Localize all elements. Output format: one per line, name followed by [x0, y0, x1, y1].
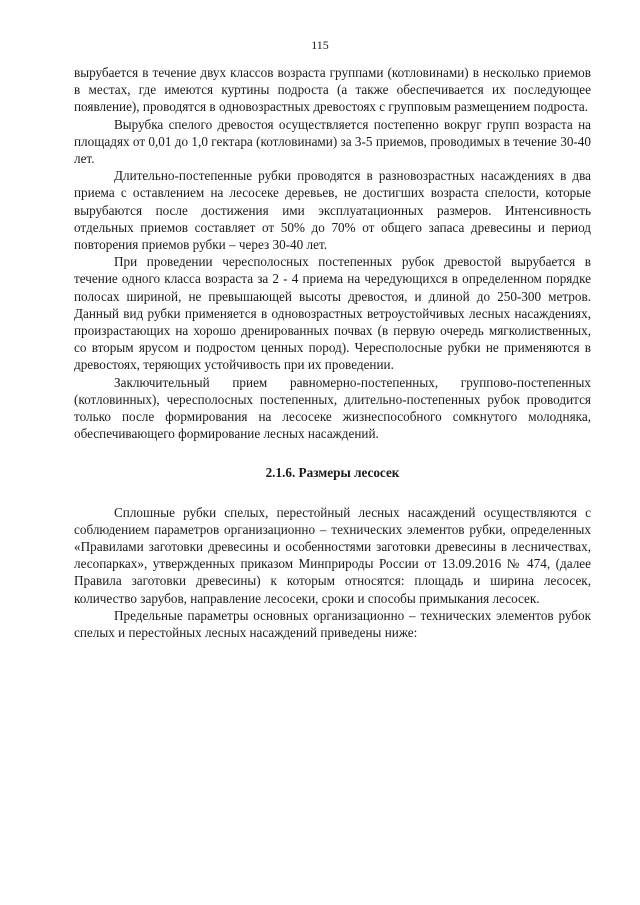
section-heading: 2.1.6. Размеры лесосек [265, 465, 400, 481]
paragraph-strip-felling: При проведении чересполосных постепенных рубок древостой вырубается в течение одного класса возраста за 2 - 4 приема на чередующихся в определенном порядке полосах шириной, не превышающей высоты древостоя, и длиной до 250-300 метров. Данный вид рубки применяется в одновозрастных ветроустойчивых лесных насаждениях, произрастающих на хорошо дренированных почвах (в первую очередь мягколиственных, со вторым ярусом и подростом ценных пород). Чересполосные рубки не применяются в древостоях, теряющих устойчивость при их проведении. [74, 254, 591, 373]
paragraph-limit-parameters: Предельные параметры основных организационно – технических элементов рубок спелых и перестойных лесных насаждений приведены ниже: [74, 607, 591, 641]
paragraph-clear-cutting: Сплошные рубки спелых, перестойный лесных насаждений осуществляются с соблюдением параметров организационно – технических элементов рубки, определенных «Правилами заготовки древесины и особенностями заготовки древесины в лесничествах, лесопарках», утвержденных приказом Минприроды России от 13.09.2016 № 474, (далее Правила заготовки древесины) к которым относятся: площадь и ширина лесосек, количество зарубов, направление лесосеки, сроки и способы примыкания лесосек. [74, 504, 591, 606]
paragraph-group-felling: Вырубка спелого древостоя осуществляется постепенно вокруг групп возраста на площадях от 0,01 до 1,0 гектара (котловинами) за 3-5 приемов, проводимых в течение 30-40 лет. [74, 116, 591, 167]
page-number: 115 [311, 38, 329, 52]
paragraph-final-stage: Заключительный прием равномерно-постепенных, группово-постепенных (котловинных), чересполосных постепенных, длительно-постепенных рубок проводится только после формирования на лесосеке жизнеспособного сомкнутого молодняка, обеспечивающего формирование лесных насаждений. [74, 374, 591, 442]
page-body [74, 64, 591, 641]
paragraph-long-term-felling: Длительно-постепенные рубки проводятся в разновозрастных насаждениях в два приема с оставлением на лесосеке деревьев, не достигших возраста спелости, которые вырубаются после достижения ими эксплуатационных размеров. Интенсивность отдельных приемов составляет от 50% до 70% от общего запаса древесины и период повторения приемов рубки – через 30-40 лет. [74, 168, 591, 253]
paragraph-continuation: вырубается в течение двух классов возраста группами (котловинами) в несколько приемов в местах, где имеются куртины подроста (а также обеспечивается их последующее появление), проводятся в одновозрастных древостоях с групповым размещением подроста. [74, 65, 591, 115]
